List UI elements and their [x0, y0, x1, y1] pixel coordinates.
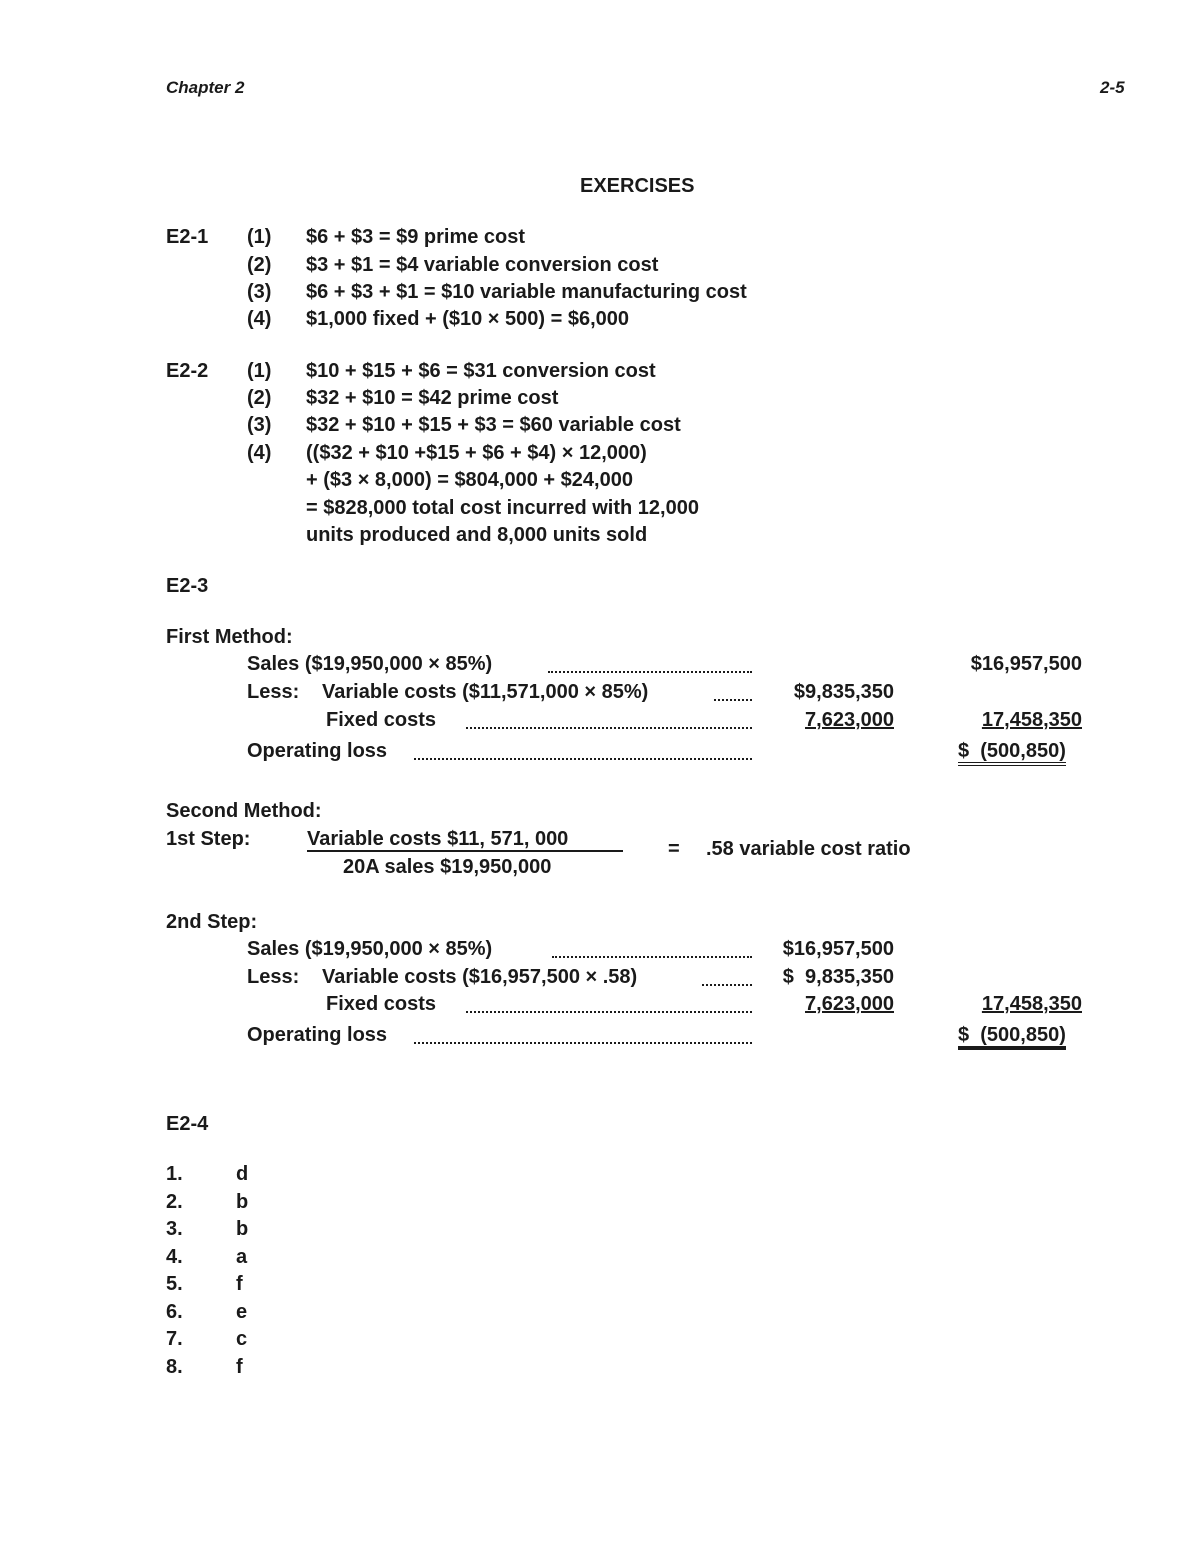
dot-leader: [466, 1011, 752, 1013]
item-text-continued: units produced and 8,000 units sold: [306, 524, 648, 546]
variable-costs-label: Variable costs ($11,571,000 × 85%): [322, 681, 649, 703]
item-text: (($32 + $10 +$15 + $6 + $4) × 12,000): [306, 442, 647, 464]
answer-number: 6.: [166, 1301, 183, 1323]
item-number: (2): [247, 254, 272, 276]
page-title: EXERCISES: [580, 175, 695, 197]
item-number: (4): [247, 308, 272, 330]
variable-costs-amount: $9,835,350: [793, 681, 894, 703]
item-text: $10 + $15 + $6 = $31 conversion cost: [306, 360, 656, 382]
total-costs-amount: 17,458,350: [981, 993, 1082, 1015]
answer-number: 2.: [166, 1191, 183, 1213]
equals-sign: =: [668, 838, 680, 860]
answer-letter: e: [236, 1301, 248, 1323]
fixed-costs-amount: 7,623,000: [805, 709, 894, 731]
item-number: (3): [247, 414, 272, 436]
operating-loss-amount: $ (500,850): [958, 1024, 1066, 1050]
item-number: (3): [247, 281, 272, 303]
operating-loss-amount: $ (500,850): [958, 740, 1066, 766]
item-text: $32 + $10 = $42 prime cost: [306, 387, 559, 409]
answer-letter: f: [236, 1273, 243, 1295]
variable-costs-amount: $ 9,835,350: [782, 966, 894, 988]
item-text-continued: + ($3 × 8,000) = $804,000 + $24,000: [306, 469, 633, 491]
item-text: $1,000 fixed + ($10 × 500) = $6,000: [306, 308, 630, 330]
operating-loss-label: Operating loss: [247, 1024, 388, 1046]
dot-leader: [702, 984, 752, 986]
item-text: $6 + $3 + $1 = $10 variable manufacturing cost: [306, 281, 747, 303]
item-text-continued: = $828,000 total cost incurred with 12,000: [306, 497, 699, 519]
item-number: (1): [247, 360, 272, 382]
exercise-label: E2-3: [166, 575, 209, 597]
exercise-label: E2-2: [166, 360, 209, 382]
item-number: (1): [247, 226, 272, 248]
answer-letter: b: [236, 1218, 249, 1240]
dot-leader: [414, 1042, 752, 1044]
fixed-costs-label: Fixed costs: [326, 993, 437, 1015]
answer-letter: c: [236, 1328, 248, 1350]
method-heading: Second Method:: [166, 800, 322, 822]
sales-amount: $16,957,500: [782, 938, 894, 960]
answer-number: 4.: [166, 1246, 183, 1268]
item-text: $6 + $3 = $9 prime cost: [306, 226, 526, 248]
exercise-label: E2-4: [166, 1113, 209, 1135]
item-text: $32 + $10 + $15 + $3 = $60 variable cost: [306, 414, 681, 436]
fixed-costs-amount: 7,623,000: [805, 993, 894, 1015]
operating-loss-label: Operating loss: [247, 740, 388, 762]
answer-number: 3.: [166, 1218, 183, 1240]
chapter-header: Chapter 2: [166, 78, 245, 97]
item-text: $3 + $1 = $4 variable conversion cost: [306, 254, 659, 276]
item-number: (4): [247, 442, 272, 464]
answer-letter: a: [236, 1246, 248, 1268]
less-label: Less:: [247, 966, 300, 988]
dot-leader: [548, 671, 752, 673]
variable-costs-label: Variable costs ($16,957,500 × .58): [322, 966, 638, 988]
fraction-bar: [307, 850, 623, 852]
dot-leader: [466, 727, 752, 729]
variable-cost-ratio: .58 variable cost ratio: [706, 838, 911, 860]
answer-number: 8.: [166, 1356, 183, 1378]
page-number: 2-5: [1100, 78, 1125, 97]
fraction-numerator: Variable costs $11, 571, 000: [307, 828, 569, 850]
step-label: 1st Step:: [166, 828, 251, 850]
dot-leader: [414, 758, 752, 760]
step-label: 2nd Step:: [166, 911, 258, 933]
answer-number: 7.: [166, 1328, 183, 1350]
method-heading: First Method:: [166, 626, 293, 648]
fraction-denominator: 20A sales $19,950,000: [343, 856, 552, 878]
answer-number: 1.: [166, 1163, 183, 1185]
answer-letter: b: [236, 1191, 249, 1213]
sales-label: Sales ($19,950,000 × 85%): [247, 653, 493, 675]
answer-letter: d: [236, 1163, 249, 1185]
total-costs-amount: 17,458,350: [981, 709, 1082, 731]
answer-number: 5.: [166, 1273, 183, 1295]
dot-leader: [714, 699, 752, 701]
sales-label: Sales ($19,950,000 × 85%): [247, 938, 493, 960]
answer-letter: f: [236, 1356, 243, 1378]
sales-total: $16,957,500: [970, 653, 1082, 675]
fixed-costs-label: Fixed costs: [326, 709, 437, 731]
dot-leader: [552, 956, 752, 958]
less-label: Less:: [247, 681, 300, 703]
exercise-label: E2-1: [166, 226, 209, 248]
item-number: (2): [247, 387, 272, 409]
